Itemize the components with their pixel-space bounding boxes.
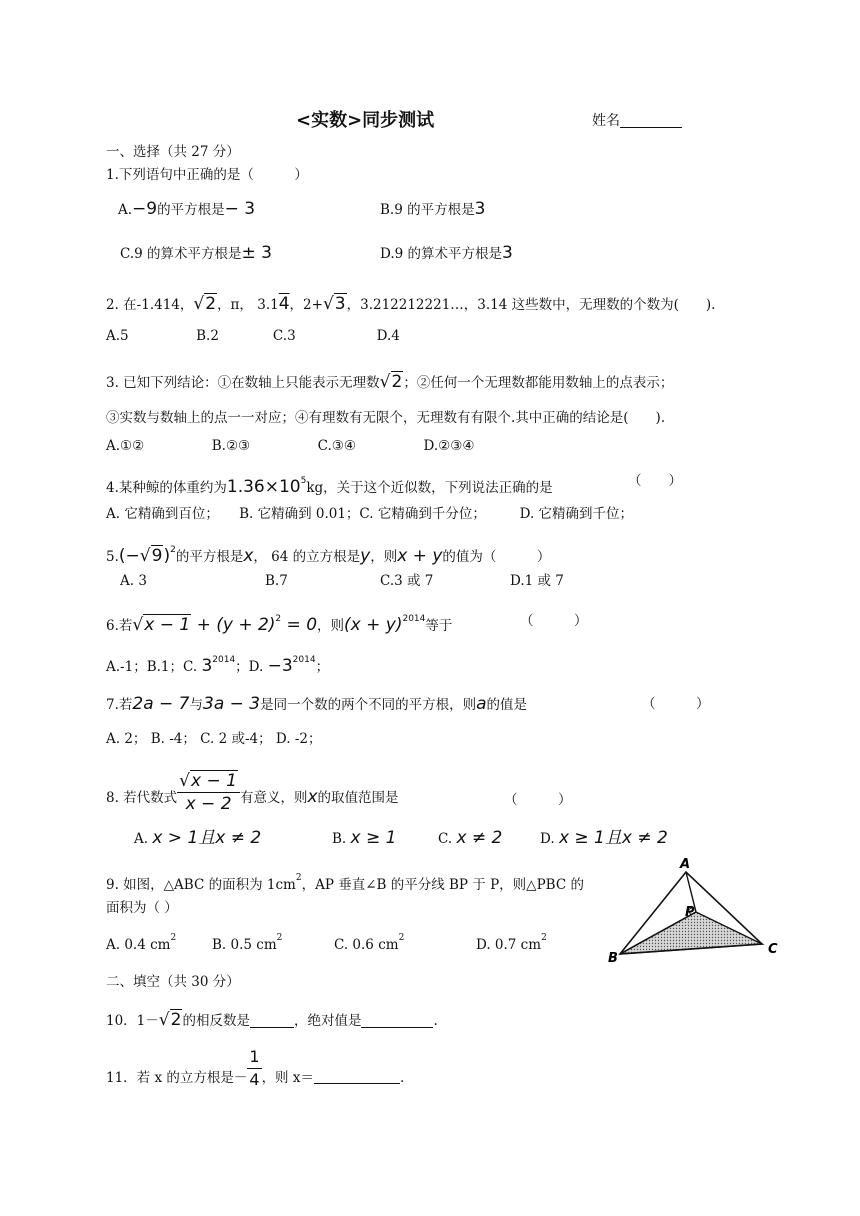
q6-text-2: ，则 xyxy=(317,618,345,634)
q9-text-1: 9. 如图，△ABC 的面积为 1cm xyxy=(106,877,296,893)
q8-x: x xyxy=(307,787,318,807)
q1-c-text: C.9 的算术平方根是 xyxy=(120,246,242,262)
q6-d-base: −3 xyxy=(267,656,293,676)
q2-text-2: ，π， 3.1 xyxy=(217,297,279,313)
q6-equals: = 0 xyxy=(281,615,318,635)
q11-numerator: 1 xyxy=(247,1046,261,1069)
q6-end: ； xyxy=(315,659,330,675)
label-a: A xyxy=(680,857,691,872)
q6-options xyxy=(106,650,329,677)
q1-a-value: − 3 xyxy=(224,199,256,219)
q10-radicand: 2 xyxy=(170,1010,182,1030)
q9-a-text: A. 0.4 cm xyxy=(106,937,171,953)
q10-blank-2[interactable] xyxy=(361,1013,433,1028)
q11-text-2: ，则 x＝ xyxy=(261,1070,314,1086)
q9-a-sup: 2 xyxy=(170,933,177,943)
q1-option-a xyxy=(118,199,255,220)
q4-mantissa: 1.36×10 xyxy=(226,477,301,497)
q9-b-sup: 2 xyxy=(276,933,283,943)
q5-text-1: 的平方根是 xyxy=(175,549,244,565)
q2-text-3: ，2+ xyxy=(289,297,323,313)
q3-text-2: ；②任何一个无理数都能用数轴上的点表示； xyxy=(403,375,674,391)
q7-text-3: 是同一个数的两个不同的平方根，则 xyxy=(260,697,477,713)
q9-c-sup: 2 xyxy=(398,933,405,943)
q5-expr-close: ) xyxy=(163,546,171,566)
q5-expr-radicand: 9 xyxy=(151,546,163,566)
q7-text-1: 7.若 xyxy=(106,697,133,713)
section-2-heading: 二、填空（共 30 分） xyxy=(106,974,240,990)
q11-denominator: 4 xyxy=(249,1070,260,1089)
q10-text-2: 的相反数是 xyxy=(182,1013,250,1029)
q11-text-1: 11．若 x 的立方根是－ xyxy=(106,1070,248,1086)
q8-option-d xyxy=(540,828,668,849)
q10-text-3: ，绝对值是 xyxy=(293,1013,362,1029)
q1-b-text: B.9 的平方根是 xyxy=(380,202,475,218)
q9-option-d xyxy=(476,928,547,955)
q8-b-value: x ≥ 1 xyxy=(350,828,397,848)
q8-a-label: A. xyxy=(134,831,149,847)
q9-option-c xyxy=(334,928,404,955)
q9-d-sup: 2 xyxy=(541,933,547,943)
q8-option-a xyxy=(134,828,261,849)
q4-answer-paren: （ ） xyxy=(628,473,682,489)
q6-power-base: (x + y) xyxy=(344,615,403,635)
q8-option-c xyxy=(438,828,502,849)
q8-c-value: x ≠ 2 xyxy=(456,828,503,848)
q9-line-2: 面积为（ ） xyxy=(106,900,178,916)
q7-stem xyxy=(106,694,527,715)
q8-stem xyxy=(106,770,399,815)
q6-power-exp: 2014 xyxy=(402,614,426,624)
q11-end: . xyxy=(399,1070,405,1086)
section-1-heading: 一、选择（共 27 分） xyxy=(106,144,240,160)
q4-exponent: 5 xyxy=(300,476,307,486)
name-blank xyxy=(620,113,682,128)
q5-text-3: ，则 xyxy=(370,549,398,565)
q1-option-b xyxy=(380,199,485,220)
q5-expr-square: 2 xyxy=(170,545,176,555)
q10-blank-1[interactable] xyxy=(250,1013,294,1028)
q5-text-4: 的值为（ ） xyxy=(442,549,551,565)
q8-numerator: x − 1 xyxy=(191,771,237,791)
q10-stem: 10．1－√2的相反数是 ，绝对值是 . xyxy=(106,1010,438,1030)
q6-c-base: 3 xyxy=(201,656,213,676)
q6-options-ab: A.-1；B.1；C. xyxy=(106,659,202,675)
q3-text-1: 3. 已知下列结论：①在数轴上只能表示无理数 xyxy=(106,375,380,391)
q9-square: 2 xyxy=(295,873,302,883)
q9-c-text: C. 0.6 cm xyxy=(334,937,399,953)
q1-d-value: 3 xyxy=(502,243,513,263)
q5-option-b: B.7 xyxy=(265,573,288,589)
q9-line-1 xyxy=(106,868,584,895)
q9-b-text: B. 0.5 cm xyxy=(212,937,277,953)
q6-square: 2 xyxy=(275,614,282,624)
q7-expr-2: 3a − 3 xyxy=(203,694,261,714)
q9-option-b xyxy=(212,928,282,955)
label-c: C xyxy=(768,942,778,957)
q8-answer-paren: （ ） xyxy=(504,792,572,808)
q1-option-c xyxy=(120,243,272,264)
q4-text-1: 4.某种鲸的体重约为 xyxy=(106,480,227,496)
q8-option-b xyxy=(332,828,396,849)
q6-answer-paren: （ ） xyxy=(520,613,588,629)
q2-text-1: 2. 在-1.414， xyxy=(106,297,194,313)
q7-text-2: 与 xyxy=(189,697,203,713)
q7-answer-paren: （ ） xyxy=(642,696,710,712)
q8-fraction: $\frac{√x - 1}{x - 2}$ xyxy=(177,770,240,815)
q8-b-label: B. xyxy=(332,831,347,847)
q10-end: . xyxy=(433,1013,438,1029)
q9-d-text: D. 0.7 cm xyxy=(476,937,542,953)
q2-text-4: ，3.212212221…，3.14 这些数中，无理数的个数为( ). xyxy=(346,297,716,313)
q5-stem: $5.(-√9)^2$的平方根是x， 64 的立方根是y，则x + y的值为（ ） xyxy=(106,545,551,566)
q1-a-math: −9 xyxy=(132,199,158,219)
q6-d-label: ；D. xyxy=(235,659,268,675)
q7-options: A. 2； B. -4； C. 2 或-4； D. -2； xyxy=(106,731,322,747)
q5-option-d: D.1 或 7 xyxy=(510,573,564,589)
q11-fraction xyxy=(247,1046,261,1091)
q8-text-1: 8. 若代数式 xyxy=(106,790,178,806)
q6-stem: 6.若$√x - 1 + (y + 2)^2 = 0$，则$(x + y)^{2014}$等于 xyxy=(106,614,453,635)
q3-options: A.①② B.②③ C.③④ D.②③④ xyxy=(106,438,475,454)
label-p: P xyxy=(685,905,695,920)
name-label: 姓名 xyxy=(592,113,620,129)
q2-repeating-digit: 4 xyxy=(278,294,290,314)
q1-c-value: ± 3 xyxy=(241,243,272,263)
q1-b-value: 3 xyxy=(474,199,486,219)
q4-text-2: kg，关于这个近似数，下列说法正确的是 xyxy=(306,480,553,496)
q8-c-label: C. xyxy=(438,831,453,847)
q9-triangle-figure xyxy=(600,852,790,970)
q3-line-1: 3. 已知下列结论：①在数轴上只能表示无理数√2；②任何一个无理数都能用数轴上的点表示； xyxy=(106,372,674,392)
q4-options: A. 它精确到百位； B. 它精确到 0.01；C. 它精确到千分位； D. 它精确到千位； xyxy=(106,506,634,522)
q5-number: 5. xyxy=(106,549,119,565)
q2-stem: 2. 在-1.414，√2，π， 3.14，2+√3，3.212212221…，3.14 这些数中，无理数的个数为( ). xyxy=(106,294,716,314)
q2-sqrt3: 3 xyxy=(334,294,346,314)
q5-option-c: C.3 或 7 xyxy=(380,573,434,589)
q8-d-label: D. xyxy=(540,831,555,847)
q5-sum: x + y xyxy=(397,546,443,566)
page-title: <实数>同步测试 xyxy=(296,110,435,131)
q8-a-value: x > 1且x ≠ 2 xyxy=(152,828,262,848)
q3-line-2: ③实数与数轴上的点一一对应；④有理数有无限个，无理数有有限个.其中正确的结论是( ). xyxy=(106,410,666,426)
q1-a-label: A. xyxy=(118,202,133,218)
q11-stem xyxy=(106,1046,404,1091)
q3-sqrt2: 2 xyxy=(391,372,403,392)
label-b: B xyxy=(608,951,618,966)
q2-options: A.5 B.2 C.3 D.4 xyxy=(106,328,400,344)
q7-text-4: 的值是 xyxy=(486,697,528,713)
q1-stem: 1.下列语句中正确的是（ ） xyxy=(106,167,308,183)
q6-text-3: 等于 xyxy=(425,618,453,634)
q11-blank[interactable] xyxy=(314,1069,400,1084)
q7-a: a xyxy=(476,694,487,714)
q1-a-text: 的平方根是 xyxy=(157,202,225,218)
q5-x: x xyxy=(243,546,254,566)
q5-expr-open: (− xyxy=(118,546,140,566)
q9-text-2: ，AP 垂直∠B 的平分线 BP 于 P，则△PBC 的 xyxy=(301,877,584,893)
q10-text-1: 10．1－ xyxy=(106,1013,159,1029)
name-field xyxy=(592,110,682,130)
q6-d-exp: 2014 xyxy=(292,655,316,665)
q8-d-value: x ≥ 1且x ≠ 2 xyxy=(558,828,668,848)
q6-radicand: x − 1 xyxy=(144,615,191,635)
q8-denominator: x − 2 xyxy=(185,794,232,814)
q1-option-d xyxy=(380,243,513,264)
q6-text-1: 6.若 xyxy=(106,618,133,634)
q4-stem xyxy=(106,471,553,498)
q6-c-exp: 2014 xyxy=(212,655,236,665)
q5-text-2: ， 64 的立方根是 xyxy=(253,549,361,565)
q6-square-term: + (y + 2) xyxy=(191,615,276,635)
q7-expr-1: 2a − 7 xyxy=(132,694,190,714)
q9-option-a xyxy=(106,928,176,955)
q2-sqrt2: 2 xyxy=(205,294,217,314)
q5-option-a: A. 3 xyxy=(120,573,147,589)
q1-d-text: D.9 的算术平方根是 xyxy=(380,246,503,262)
q8-text-2: 有意义，则 xyxy=(239,790,308,806)
q5-y: y xyxy=(360,546,371,566)
q8-text-3: 的取值范围是 xyxy=(317,790,399,806)
